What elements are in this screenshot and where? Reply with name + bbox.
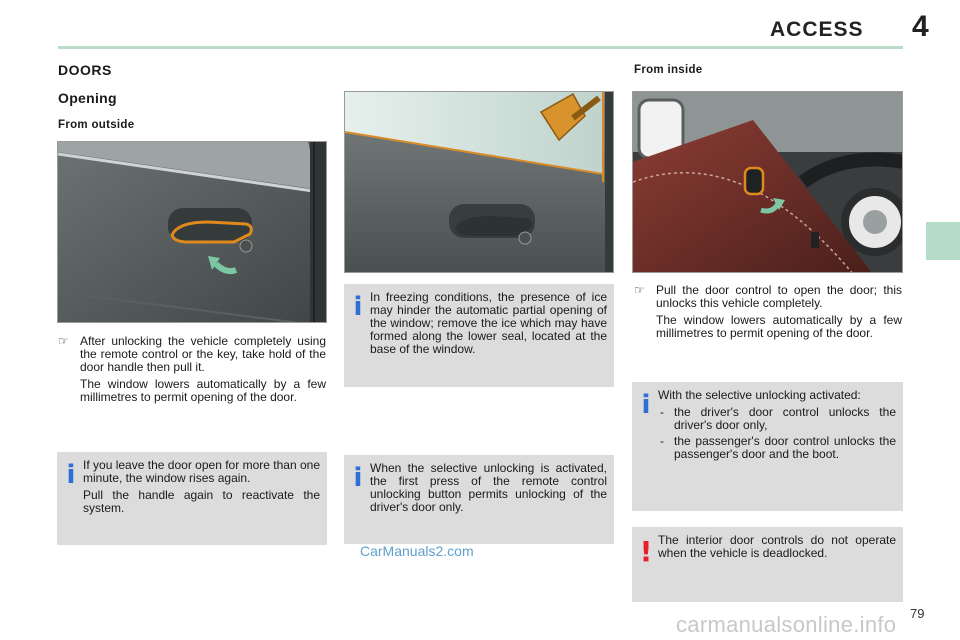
- info-door-open-text: If you leave the door open for more than one minute, the window rises again.: [83, 458, 320, 485]
- chapter-side-tab: [926, 222, 960, 260]
- outside-instruction: [58, 335, 326, 408]
- info-box-freezing: [344, 284, 614, 387]
- list-item: - the passenger's door control unlocks the passenger's door and the boot.: [660, 434, 896, 461]
- info-selective-intro: With the selective unlocking activated:: [658, 388, 861, 402]
- warning-icon: !: [639, 535, 653, 568]
- outside-instruction-note: The window lowers automatically by a few millimetres to permit opening of the door.: [80, 377, 326, 404]
- pointing-hand-icon: ☞: [634, 283, 645, 297]
- pointing-hand-icon: ☞: [58, 334, 69, 348]
- info-icon: i: [66, 460, 76, 490]
- info-freezing-text: In freezing conditions, the presence of ice may hinder the automatic partial opening of the window; remove the ice which may have formed along the lower seal, located at the base of the window.: [370, 290, 607, 356]
- warning-box-deadlocked: [632, 527, 903, 602]
- exterior-door-handle-photo: [57, 141, 327, 323]
- outside-instruction-step: After unlocking the vehicle completely using the remote control or the key, take hold of the door handle then pull it.: [80, 334, 326, 374]
- section-title: DOORS: [58, 62, 112, 78]
- chapter-number: 4: [912, 10, 929, 43]
- header-rule: [58, 46, 903, 49]
- frozen-window-photo: [344, 91, 614, 273]
- info-box-door-open: [57, 452, 327, 545]
- info-box-selective-remote: [344, 455, 614, 544]
- from-inside-heading: From inside: [634, 64, 703, 76]
- page-number: 79: [910, 606, 925, 621]
- inside-instruction-step: Pull the door control to open the door; this unlocks this vehicle completely.: [656, 283, 902, 310]
- info-selective-remote-text: When the selective unlocking is activated, the first press of the remote control unlocking button permits unlocking of the driver's door only.: [370, 461, 607, 514]
- selective-unlocking-list: [658, 406, 896, 461]
- interior-door-control-photo: [632, 91, 903, 273]
- inside-instruction-note: The window lowers automatically by a few millimetres to permit opening of the door.: [656, 313, 902, 340]
- chapter-title: ACCESS: [770, 18, 864, 41]
- from-outside-heading: From outside: [58, 119, 135, 131]
- info-reactivate-text: Pull the handle again to reactivate the system.: [83, 488, 320, 515]
- watermark-link[interactable]: CarManuals2.com: [360, 543, 474, 559]
- info-icon: i: [353, 463, 363, 493]
- list-item: - the driver's door control unlocks the driver's door only,: [660, 405, 896, 432]
- subsection-title: Opening: [58, 90, 117, 106]
- footer-site-watermark: carmanualsonline.info: [676, 612, 897, 637]
- info-icon: i: [641, 390, 651, 420]
- info-icon: i: [353, 292, 363, 322]
- inside-instruction: [634, 284, 902, 344]
- warning-text: The interior door controls do not operate when the vehicle is deadlocked.: [658, 533, 896, 560]
- info-box-selective-interior: [632, 382, 903, 511]
